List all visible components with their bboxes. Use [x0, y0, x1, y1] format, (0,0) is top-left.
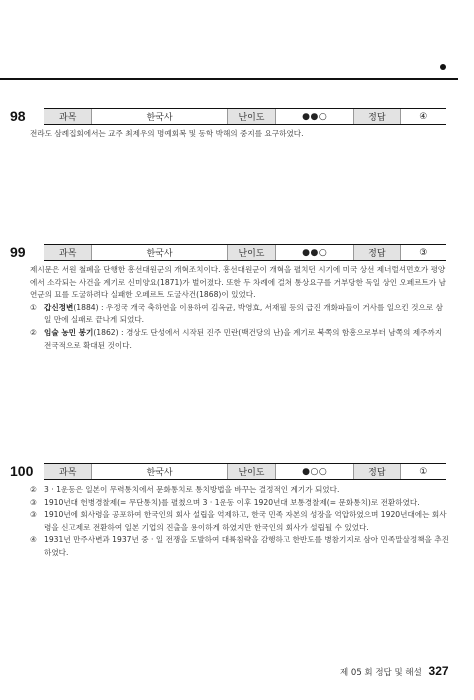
question-number: 98	[10, 108, 26, 124]
list-item	[30, 484, 450, 497]
difficulty-value: ●●○	[276, 245, 354, 260]
subject-value: 한국사	[92, 245, 227, 260]
subject-value: 한국사	[92, 109, 227, 124]
explanation-text: 전라도 삼례집회에서는 교주 최제우의 명예회복 및 동학 박해의 중지를 요구하였다.	[30, 129, 304, 138]
explanation-text: 제시문은 서원 철폐을 단행한 흥선대원군의 개혁조치이다. 흥선대원군이 개혁을 펼치던 시기에 미국 상선 제너럴셔먼호가 평양에서 소각되는 사건을 계기로 신미양요(1871)가 벌어졌다. 또한 두 차례에 걸쳐 통상요구를 거부당한 독일 상인 오페르트가 남연군의 묘를 도굴하려다 실패한 오페르트 도굴사건(1868)이 있었다.	[30, 265, 446, 300]
answer-value: ①	[419, 466, 428, 477]
item-marker: ②	[30, 485, 37, 494]
item-text: (1884) : 우정국 개국 축하연을 이용하여 김옥균, 박영효, 서재필 등의 급진 개화파들이 거사를 일으킨 것으로 삼일 만에 실패로 끝나게 되었다.	[44, 302, 443, 325]
item-marker: ④	[30, 535, 37, 545]
item-marker: ①	[30, 302, 37, 312]
item-text: 1910년에 회사령을 공포하여 한국인의 회사 설립을 억제하고, 한국 민족 자본의 성장을 억압하였으며 1920년대에는 회사령을 신고제로 전환하여 일본 기업의 진출을 용이하게 하였지만 한국인의 회사가 설립될 수 있었다.	[44, 510, 447, 532]
item-text: (1862) : 경상도 단성에서 시작된 진주 민란(백건당의 난)을 계기로 북쪽의 함흥으로부터 남쪽의 제주까지 전국적으로 확대된 것이다.	[44, 327, 443, 350]
explanation	[30, 264, 450, 352]
item-text: 1910년대 헌병경찰제(= 무단통치)를 펼쳤으며 3 · 1운동 이후 1920년대 보통경찰제(= 문화통치)로 전환하였다.	[44, 497, 420, 507]
subject-value: 한국사	[92, 464, 227, 479]
page-footer	[340, 664, 449, 678]
item-term: 임술 농민 봉기	[44, 327, 94, 337]
question-meta-table	[44, 463, 446, 480]
list-item	[30, 327, 450, 352]
list-item	[30, 497, 450, 510]
difficulty-value: ●○○	[276, 464, 354, 479]
item-term: 갑신정변	[44, 302, 74, 312]
difficulty-label: 난이도	[228, 109, 276, 124]
item-marker: ③	[30, 497, 37, 507]
subject-label: 과목	[44, 245, 92, 260]
answer-value: ③	[419, 247, 428, 258]
difficulty-label: 난이도	[228, 245, 276, 260]
answer-label: 정답	[354, 245, 400, 260]
answer-value: ④	[419, 111, 428, 122]
footer-label: 제 05 회 정답 및 해설	[340, 668, 422, 678]
answer-label: 정답	[354, 109, 400, 124]
question-number: 100	[10, 463, 34, 479]
subject-label: 과목	[44, 109, 92, 124]
header-rule	[0, 78, 458, 80]
difficulty-label: 난이도	[228, 464, 276, 479]
question-meta-table	[44, 108, 446, 125]
page-number: 327	[428, 664, 449, 678]
item-marker: ③	[30, 510, 37, 520]
question-meta-table	[44, 244, 446, 261]
explanation	[30, 128, 450, 141]
difficulty-value: ●●○	[276, 109, 354, 124]
item-text: 1931년 만주사변과 1937년 중 · 일 전쟁을 도발하여 대륙침략을 감행하고 한반도를 병참기지로 삼아 민족말살정책을 추진하였다.	[44, 535, 449, 557]
header-bullet	[440, 64, 446, 70]
subject-label: 과목	[44, 464, 92, 479]
explanation	[30, 484, 450, 560]
item-marker: ②	[30, 327, 37, 337]
list-item	[30, 302, 450, 327]
question-number: 99	[10, 244, 26, 260]
list-item	[30, 509, 450, 534]
answer-label: 정답	[354, 464, 400, 479]
item-text: 3 · 1운동은 일본이 무력통치에서 문화통치로 통치방법을 바꾸는 결정적인 계기가 되었다.	[44, 485, 340, 494]
list-item	[30, 534, 450, 559]
